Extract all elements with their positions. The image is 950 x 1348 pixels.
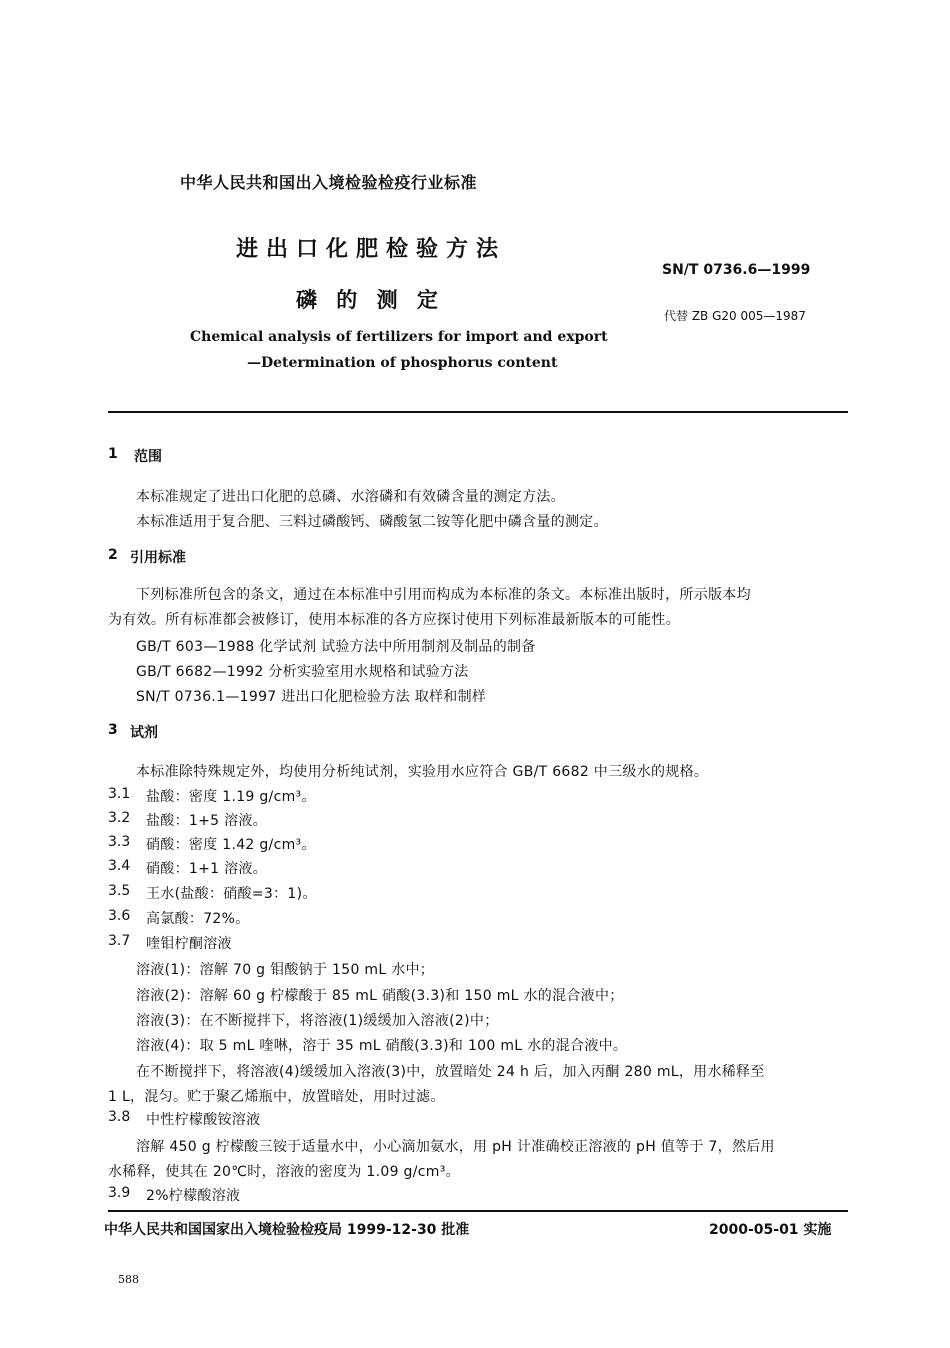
english-title: Chemical analysis of fertilizers for import and export: [190, 329, 608, 345]
english-subtitle: —Determination of phosphorus content: [247, 355, 558, 371]
mixing-line-2: 1 L，混匀。贮于聚乙烯瓶中，放置暗处，用时过滤。: [108, 1089, 445, 1105]
item-3-1-number: 3.1: [108, 786, 131, 802]
item-3-4-text: 硝酸：1+1 溶液。: [146, 861, 267, 877]
section-1-para-2: 本标准适用于复合肥、三料过磷酸钙、磷酸氢二铵等化肥中磷含量的测定。: [136, 514, 608, 530]
item-3-2-number: 3.2: [108, 810, 131, 826]
section-2-para-line-1: 下列标准所包含的条文，通过在本标准中引用而构成为本标准的条文。本标准出版时，所示版本均: [136, 587, 751, 603]
item-3-2-text: 盐酸：1+5 溶液。: [146, 813, 267, 829]
item-3-6-number: 3.6: [108, 908, 131, 924]
issuer-title: 中华人民共和国出入境检验检疫行业标准: [180, 173, 478, 192]
item-3-7-number: 3.7: [108, 933, 131, 949]
solution-3: 溶液(3)：在不断搅拌下，将溶液(1)缓缓加入溶液(2)中；: [136, 1013, 499, 1029]
section-2-para-line-2: 为有效。所有标准都会被修订，使用本标准的各方应探讨使用下列标准最新版本的可能性。: [108, 612, 680, 628]
item-3-4-number: 3.4: [108, 858, 131, 874]
solution-4: 溶液(4)：取 5 mL 喹啉，溶于 35 mL 硝酸(3.3)和 100 mL 水的混合液中。: [136, 1038, 628, 1054]
section-1-title: 范围: [134, 449, 162, 465]
replaces-standard: 代替 ZB G20 005—1987: [664, 309, 806, 323]
reference-1: GB/T 603—1988 化学试剂 试验方法中所用制剂及制品的制备: [136, 639, 536, 655]
section-1-number: 1: [108, 446, 118, 462]
approval-line: 中华人民共和国国家出入境检验检疫局 1999-12-30 批准: [104, 1222, 470, 1238]
footer-rule: [108, 1210, 848, 1212]
item-3-7-text: 喹钼柠酮溶液: [146, 936, 232, 952]
item-3-8-line-2: 水稀释，使其在 20℃时，溶液的密度为 1.09 g/cm³。: [108, 1164, 460, 1180]
item-3-3-text: 硝酸：密度 1.42 g/cm³。: [146, 837, 316, 853]
item-3-5-number: 3.5: [108, 883, 131, 899]
section-3-title: 试剂: [130, 725, 158, 741]
standard-number: SN/T 0736.6—1999: [662, 262, 811, 278]
item-3-8-line-1: 溶解 450 g 柠檬酸三铵于适量水中，小心滴加氨水，用 pH 计准确校正溶液的 pH 值等于 7，然后用: [136, 1139, 775, 1155]
item-3-8-number: 3.8: [108, 1109, 131, 1125]
document-subtitle: 磷 的 测 定: [296, 288, 444, 312]
section-3-intro: 本标准除特殊规定外，均使用分析纯试剂，实验用水应符合 GB/T 6682 中三级水的规格。: [136, 764, 709, 780]
solution-2: 溶液(2)：溶解 60 g 柠檬酸于 85 mL 硝酸(3.3)和 150 mL 水的混合液中；: [136, 988, 624, 1004]
document-title: 进出口化肥检验方法: [236, 237, 507, 262]
item-3-9-number: 3.9: [108, 1185, 131, 1201]
header-rule: [108, 411, 848, 413]
reference-3: SN/T 0736.1—1997 进出口化肥检验方法 取样和制样: [136, 689, 487, 705]
item-3-9-title: 2%柠檬酸溶液: [146, 1188, 241, 1204]
item-3-6-text: 高氯酸：72%。: [146, 911, 250, 927]
item-3-3-number: 3.3: [108, 834, 131, 850]
mixing-line-1: 在不断搅拌下，将溶液(4)缓缓加入溶液(3)中，放置暗处 24 h 后，加入丙酮 280 mL，用水稀释至: [136, 1064, 765, 1080]
section-3-number: 3: [108, 722, 118, 738]
item-3-1-text: 盐酸：密度 1.19 g/cm³。: [146, 789, 316, 805]
item-3-5-text: 王水(盐酸：硝酸=3：1)。: [146, 886, 317, 902]
section-2-number: 2: [108, 547, 118, 563]
section-2-title: 引用标准: [130, 550, 186, 566]
item-3-8-title: 中性柠檬酸铵溶液: [146, 1112, 261, 1128]
section-1-para-1: 本标准规定了进出口化肥的总磷、水溶磷和有效磷含量的测定方法。: [136, 489, 565, 505]
page-number: 588: [118, 1273, 139, 1286]
reference-2: GB/T 6682—1992 分析实验室用水规格和试验方法: [136, 664, 469, 680]
implementation-date: 2000-05-01 实施: [709, 1222, 832, 1238]
solution-1: 溶液(1)：溶解 70 g 钼酸钠于 150 mL 水中；: [136, 962, 435, 978]
